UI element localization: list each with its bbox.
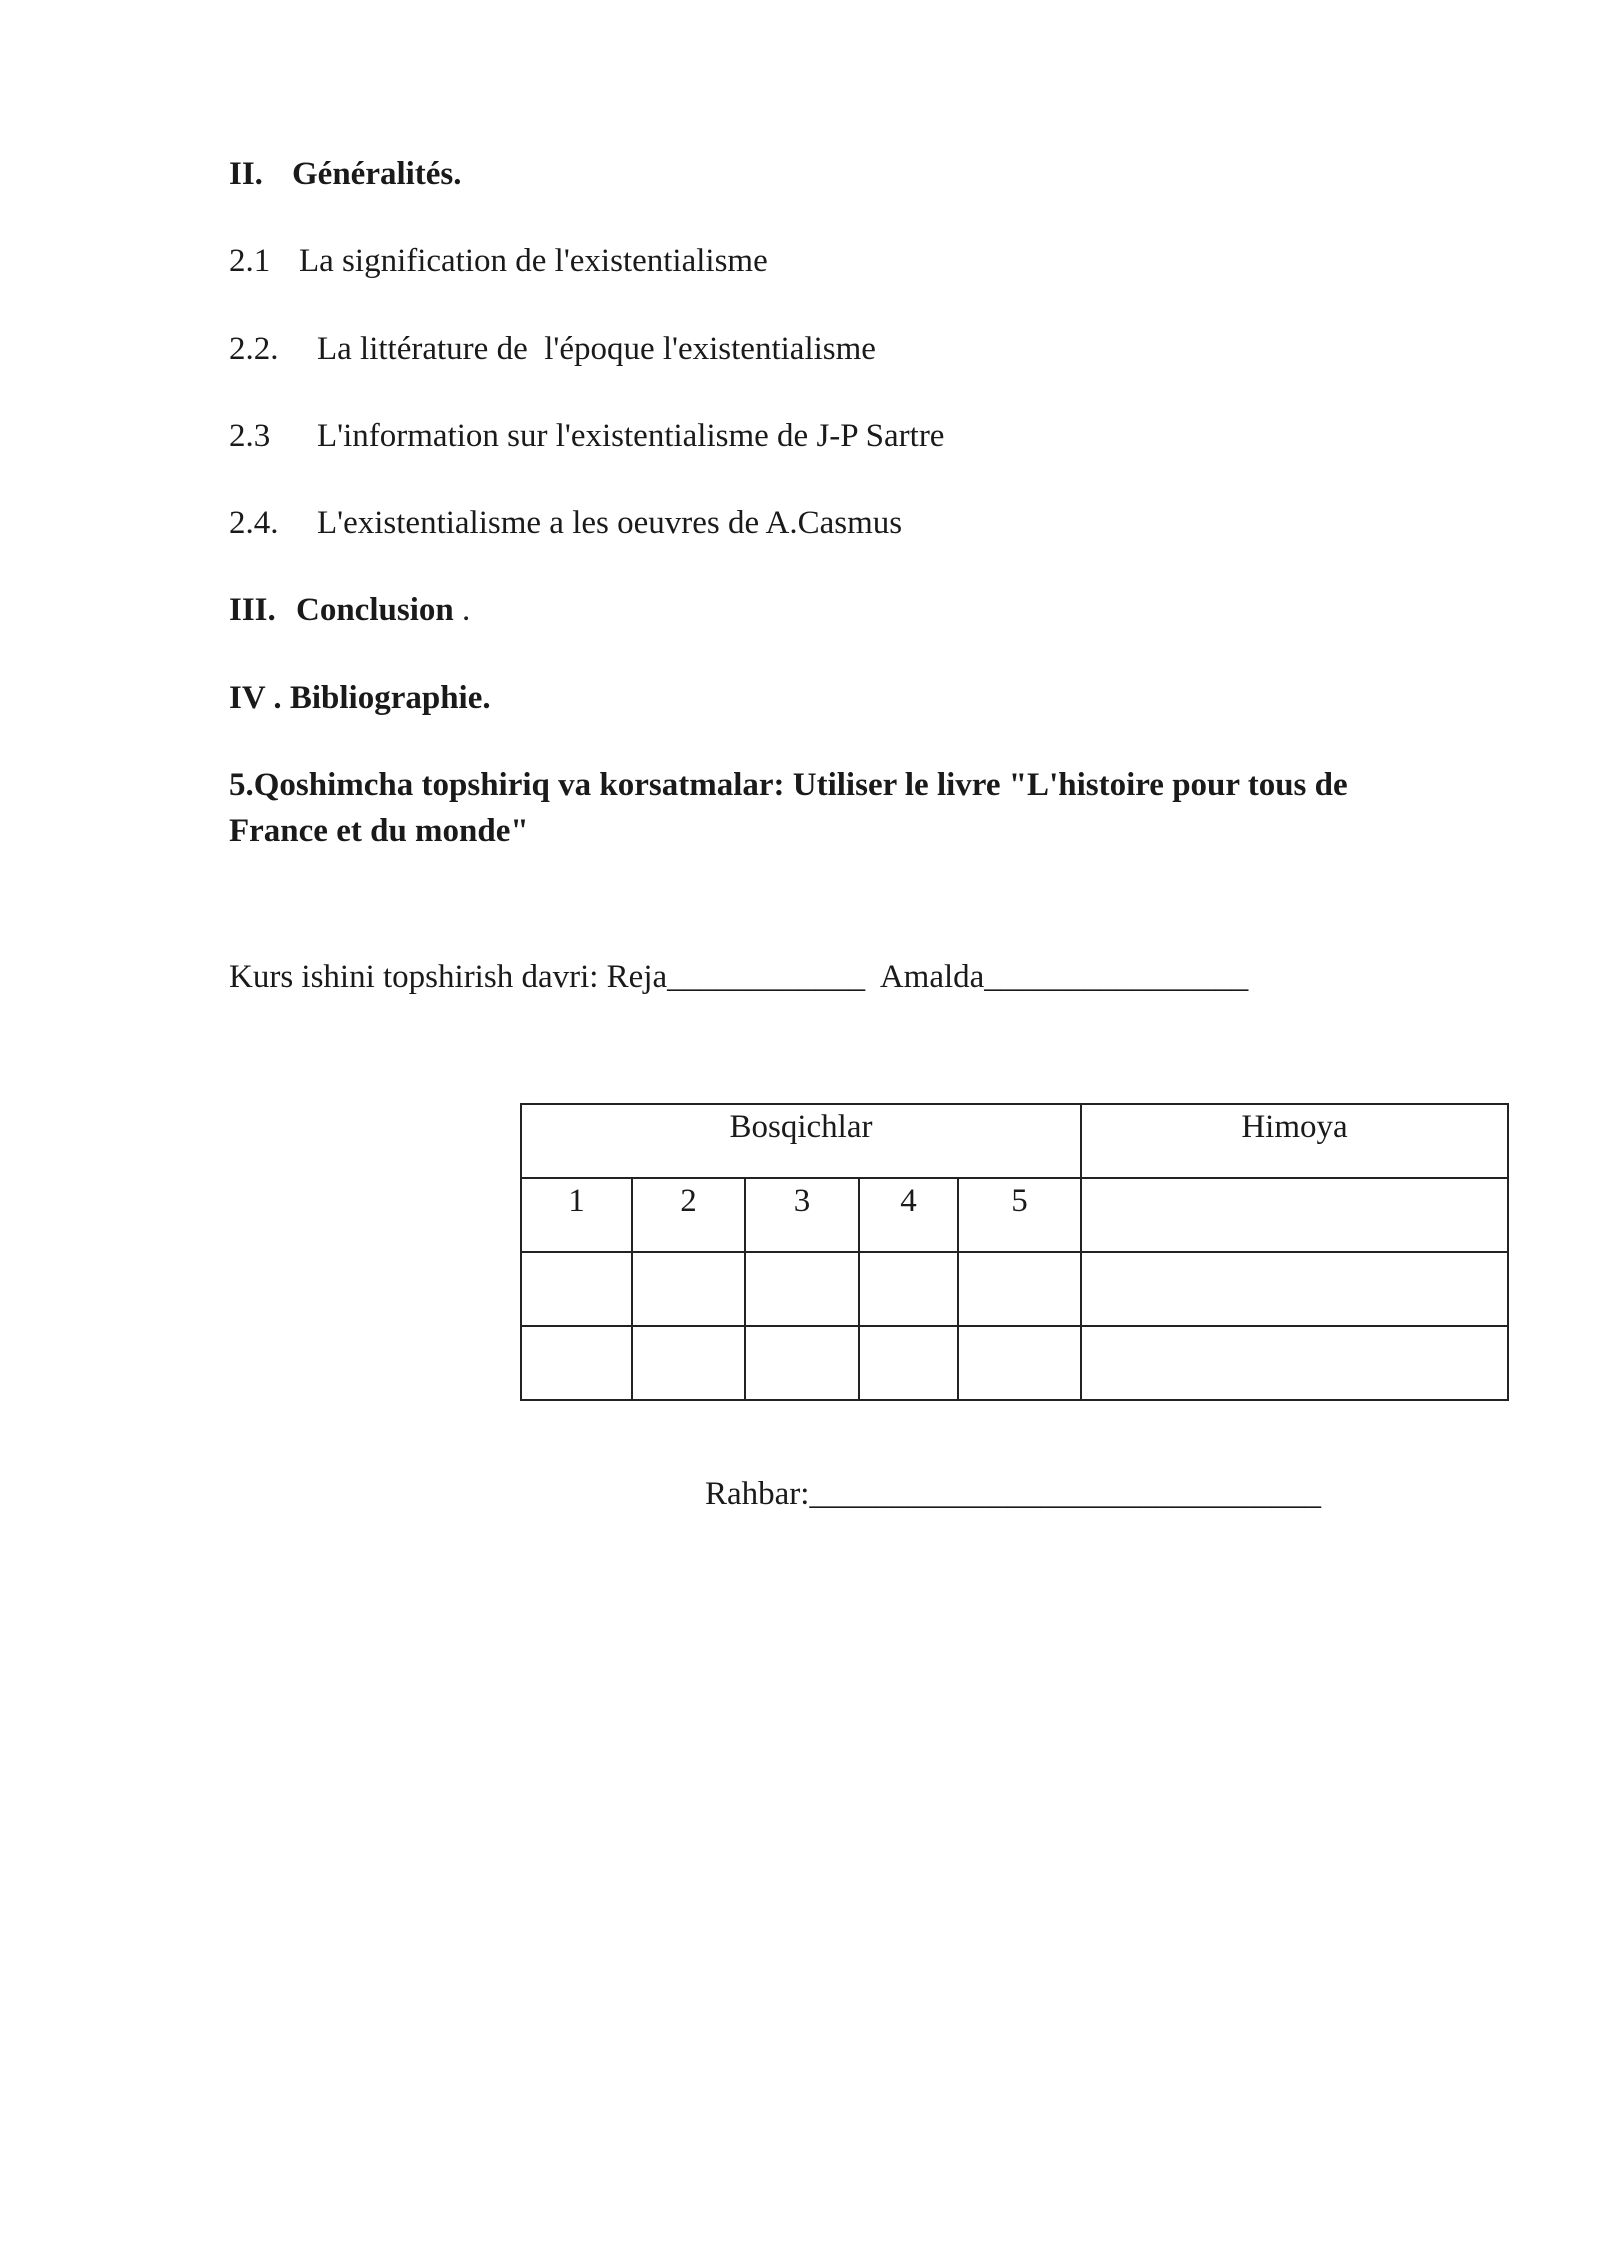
outline-item-text: La signification de l'existentialisme [299, 243, 768, 279]
section-2-heading [229, 151, 462, 197]
outline-item-2-3 [229, 413, 944, 459]
amalda-blank: ________________ [984, 959, 1249, 995]
section-4-heading: IV . Bibliographie. [229, 680, 491, 716]
table-cell [859, 1252, 958, 1326]
deadline-label: Kurs ishini topshirish davri: Reja [229, 959, 668, 995]
section-3-heading [229, 587, 470, 633]
outline-item-text: La littérature de l'époque l'existentialisme [317, 331, 876, 367]
supervisor-blank: _______________________________ [809, 1476, 1321, 1512]
section-3-title: Conclusion [296, 592, 454, 628]
table-cell [859, 1326, 958, 1400]
stage-number: 3 [745, 1178, 859, 1252]
table-cell [1081, 1326, 1508, 1400]
deadline-line [229, 954, 1248, 1000]
section-2-title: Généralités. [292, 156, 462, 192]
table-row [521, 1326, 1508, 1400]
table-cell [632, 1252, 745, 1326]
stages-header: Bosqichlar [521, 1104, 1081, 1178]
table-cell [1081, 1252, 1508, 1326]
outline-item-2-2 [229, 326, 876, 372]
section-2-number: II. [229, 156, 263, 192]
stage-number: 5 [958, 1178, 1081, 1252]
supervisor-signature-line [705, 1471, 1321, 1517]
outline-item-2-4 [229, 500, 902, 546]
stage-number: 2 [632, 1178, 745, 1252]
outline-item-text: L'existentialisme a les oeuvres de A.Casmus [317, 505, 903, 541]
table-cell [632, 1326, 745, 1400]
amalda-label: Amalda [879, 959, 985, 995]
outline-item-2-1 [229, 238, 768, 284]
outline-item-number: 2.3 [229, 418, 271, 454]
table-cell [745, 1252, 859, 1326]
table-cell [958, 1326, 1081, 1400]
table-cell [521, 1252, 632, 1326]
table-cell [745, 1326, 859, 1400]
table-cell [958, 1252, 1081, 1326]
table-cell [1081, 1178, 1508, 1252]
stages-table [520, 1103, 1509, 1401]
outline-item-text: L'information sur l'existentialisme de J-P Sartre [317, 418, 945, 454]
section-3-trail: . [453, 592, 471, 628]
table-cell [521, 1326, 632, 1400]
extra-task-paragraph: 5.Qoshimcha topshiriq va korsatmalar: Utiliser le livre "L'histoire pour tous de France et du monde" [229, 767, 1348, 849]
outline-item-number: 2.1 [229, 243, 271, 279]
supervisor-label: Rahbar: [705, 1476, 810, 1512]
stage-number: 4 [859, 1178, 958, 1252]
defense-header: Himoya [1081, 1104, 1508, 1178]
outline-item-number: 2.2. [229, 331, 279, 367]
outline-item-number: 2.4. [229, 505, 279, 541]
reja-blank: ____________ [667, 959, 866, 995]
stage-number: 1 [521, 1178, 632, 1252]
table-row [521, 1178, 1508, 1252]
table-row [521, 1252, 1508, 1326]
table-header-row [521, 1104, 1508, 1178]
section-3-number: III. [229, 592, 276, 628]
